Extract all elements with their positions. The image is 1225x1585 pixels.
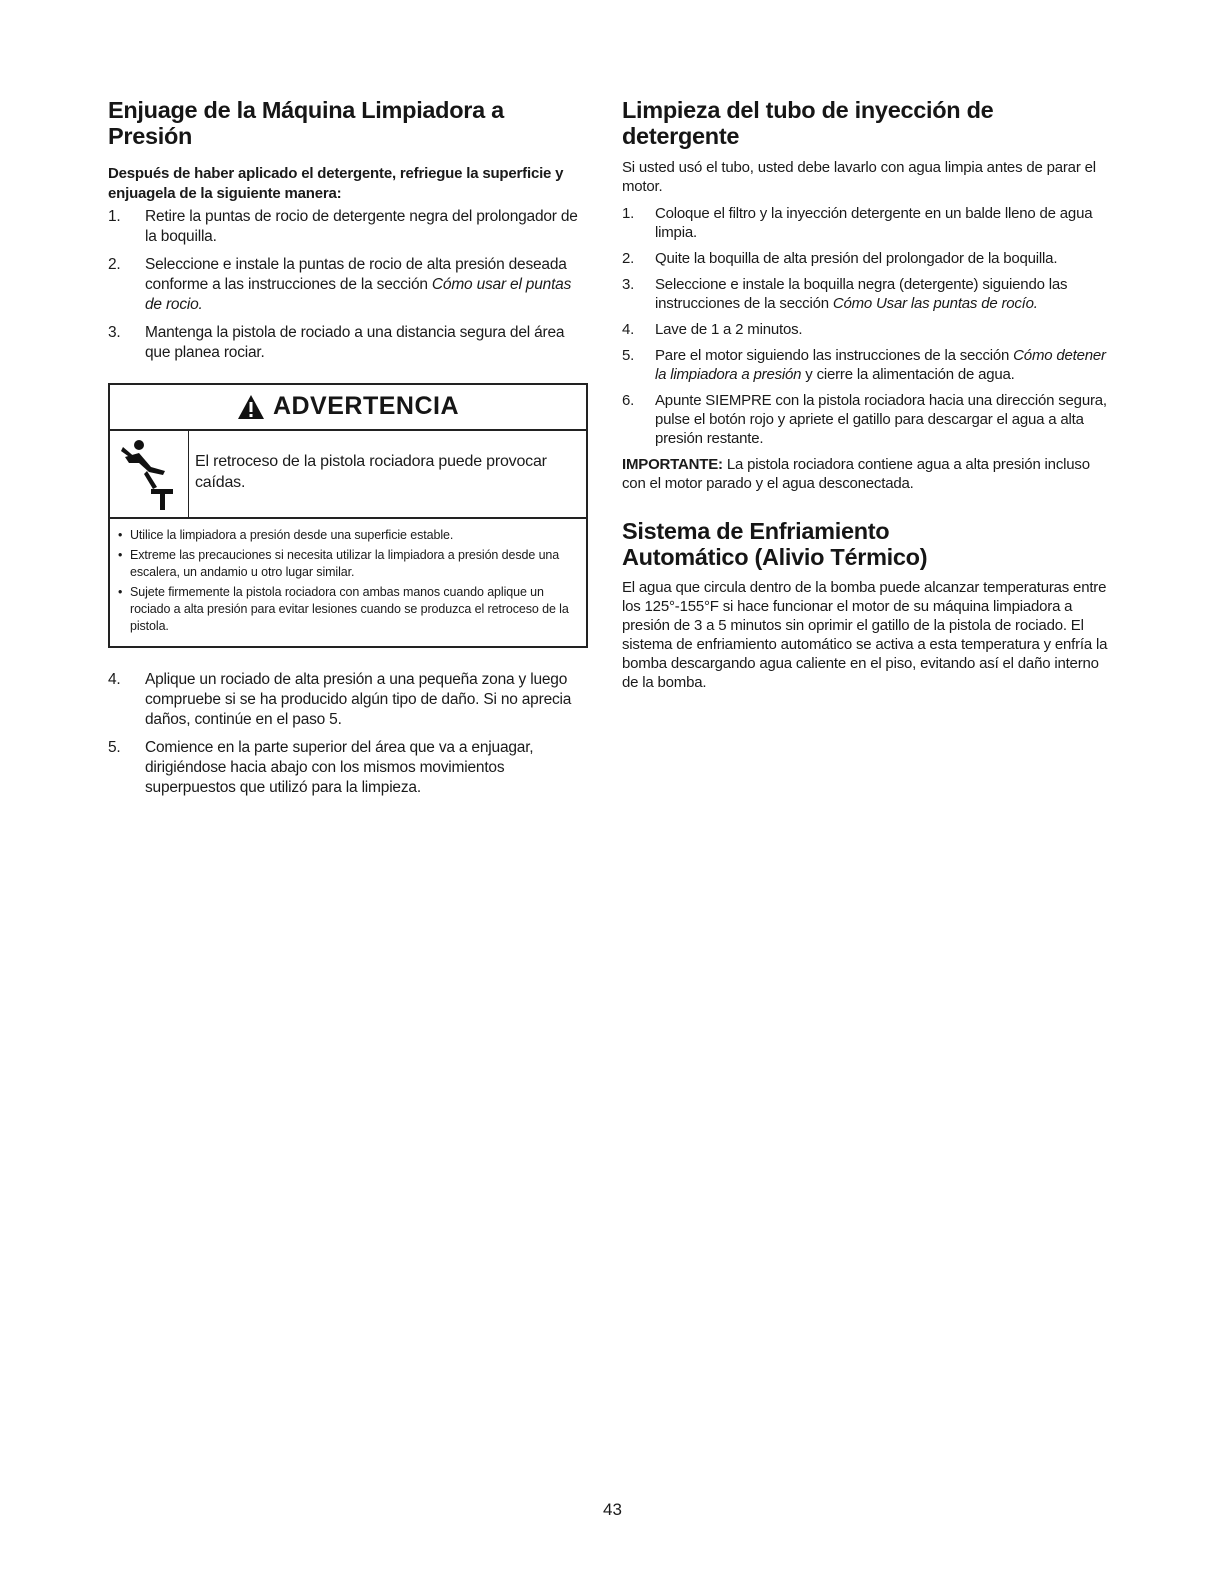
step-number: 3. <box>108 323 121 341</box>
step-number: 5. <box>622 346 635 364</box>
step-number: 6. <box>622 391 635 409</box>
list-item <box>622 346 1110 384</box>
step-reference: Cómo detener la limpiadora a presión <box>655 346 1106 383</box>
right-column <box>622 98 1110 692</box>
step-reference: Cómo usar el puntas de rocio. <box>145 275 572 313</box>
warning-pictogram <box>110 431 189 517</box>
step-number: 2. <box>108 255 121 273</box>
cooling-paragraph: El agua que circula dentro de la bomba puede alcanzar temperaturas entre los 125°-155°F si hace funcionar el motor de su máquina limpiadora a presión de 3 a 5 minutos sin oprimir el gatillo de la pistola de rociado. El sistema de enfriamiento automático se activa a esta temperatura y enfría la bomba descargando agua caliente en el piso, evitando así el daño interno de la bomba. <box>622 579 1108 692</box>
heading-cooling-system: Sistema de Enfriamiento Automático (Alivio Térmico) <box>622 517 928 570</box>
detergent-intro: Si usted usó el tubo, usted debe lavarlo con agua limpia antes de parar el motor. <box>622 158 1096 195</box>
step-text: Aplique un rociado de alta presión a una pequeña zona y luego compruebe si se ha producido algún tipo de daño. Si no aprecia daños, continúe en el paso 5. <box>145 670 572 728</box>
step-text: Pare el motor siguiendo las instrucciones de la sección <box>655 346 1014 364</box>
heading-rinse: Enjuage de la Máquina Limpiadora a Presión <box>108 97 504 149</box>
warning-triangle-icon <box>237 394 265 420</box>
list-item <box>622 391 1110 448</box>
step-number: 1. <box>108 207 121 225</box>
step-text: Seleccione e instale la puntas de rocio de alta presión deseada conforme a las instrucciones de la sección <box>145 255 567 293</box>
detergent-steps <box>622 204 1110 448</box>
step-text: Apunte SIEMPRE con la pistola rociadora hacia una dirección segura, pulse el botón rojo y apriete el gatillo para descargar el agua a alta presión restante. <box>655 391 1107 447</box>
step-text: Coloque el filtro y la inyección detergente en un balde lleno de agua limpia. <box>655 204 1093 241</box>
list-item <box>108 207 586 247</box>
rinse-intro: Después de haber aplicado el detergente, refriegue la superficie y enjuagela de la siguiente manera: <box>108 164 564 202</box>
warning-hazard-row <box>110 431 586 519</box>
step-text-end: y cierre la alimentación de agua. <box>801 365 1015 383</box>
list-item <box>622 249 1110 268</box>
step-number: 4. <box>108 670 121 688</box>
list-item <box>108 323 586 363</box>
list-item <box>108 738 586 798</box>
rinse-steps-b <box>108 670 586 798</box>
step-number: 3. <box>622 275 635 293</box>
step-text: Quite la boquilla de alta presión del prolongador de la boquilla. <box>655 249 1058 267</box>
step-number: 4. <box>622 320 635 338</box>
step-text: Mantenga la pistola de rociado a una distancia segura del área que planea rociar. <box>145 323 565 361</box>
step-text: Seleccione e instale la boquilla negra (detergente) siguiendo las instrucciones de la sección <box>655 275 1068 312</box>
step-number: 1. <box>622 204 635 222</box>
list-item <box>622 275 1110 313</box>
warning-box <box>108 383 588 648</box>
importante-label: IMPORTANTE: <box>622 455 723 473</box>
list-item <box>622 320 1110 339</box>
step-reference: Cómo Usar las puntas de rocío. <box>832 294 1038 312</box>
list-item <box>108 255 586 315</box>
step-text: Lave de 1 a 2 minutos. <box>655 320 803 338</box>
left-column <box>108 98 586 806</box>
list-item <box>108 670 586 730</box>
warning-bullets <box>110 519 586 646</box>
step-text: Comience en la parte superior del área que va a enjuagar, dirigiéndose hacia abajo con los mismos movimientos superpuestos que utilizó para la limpieza. <box>145 738 534 796</box>
importante-note <box>622 455 1110 493</box>
page-number: 43 <box>603 1500 622 1519</box>
rinse-steps-a <box>108 207 586 363</box>
step-number: 5. <box>108 738 121 756</box>
importante-text: La pistola rociadora contiene agua a alta presión incluso con el motor parado y el agua desconectada. <box>622 455 1090 492</box>
heading-detergent-tube: Limpieza del tubo de inyección de detergente <box>622 97 994 149</box>
list-item <box>622 204 1110 242</box>
warning-title: ADVERTENCIA <box>272 392 460 421</box>
warning-header <box>110 385 586 431</box>
step-number: 2. <box>622 249 635 267</box>
list-item: • Extreme las precauciones si necesita utilizar la limpiadora a presión desde una escalera, un andamio u otro lugar similar. <box>118 547 576 581</box>
person-falling-icon <box>117 437 181 511</box>
list-item: • Utilice la limpiadora a presión desde una superficie estable. <box>118 527 576 544</box>
step-text: Retire la puntas de rocio de detergente negra del prolongador de la boquilla. <box>145 207 578 245</box>
warning-message: El retroceso de la pistola rociadora puede provocar caídas. <box>195 452 547 491</box>
list-item: • Sujete firmemente la pistola rociadora con ambas manos cuando aplique un rociado a alta presión para evitar lesiones cuando se produzca el retroceso de la pistola. <box>118 584 576 635</box>
